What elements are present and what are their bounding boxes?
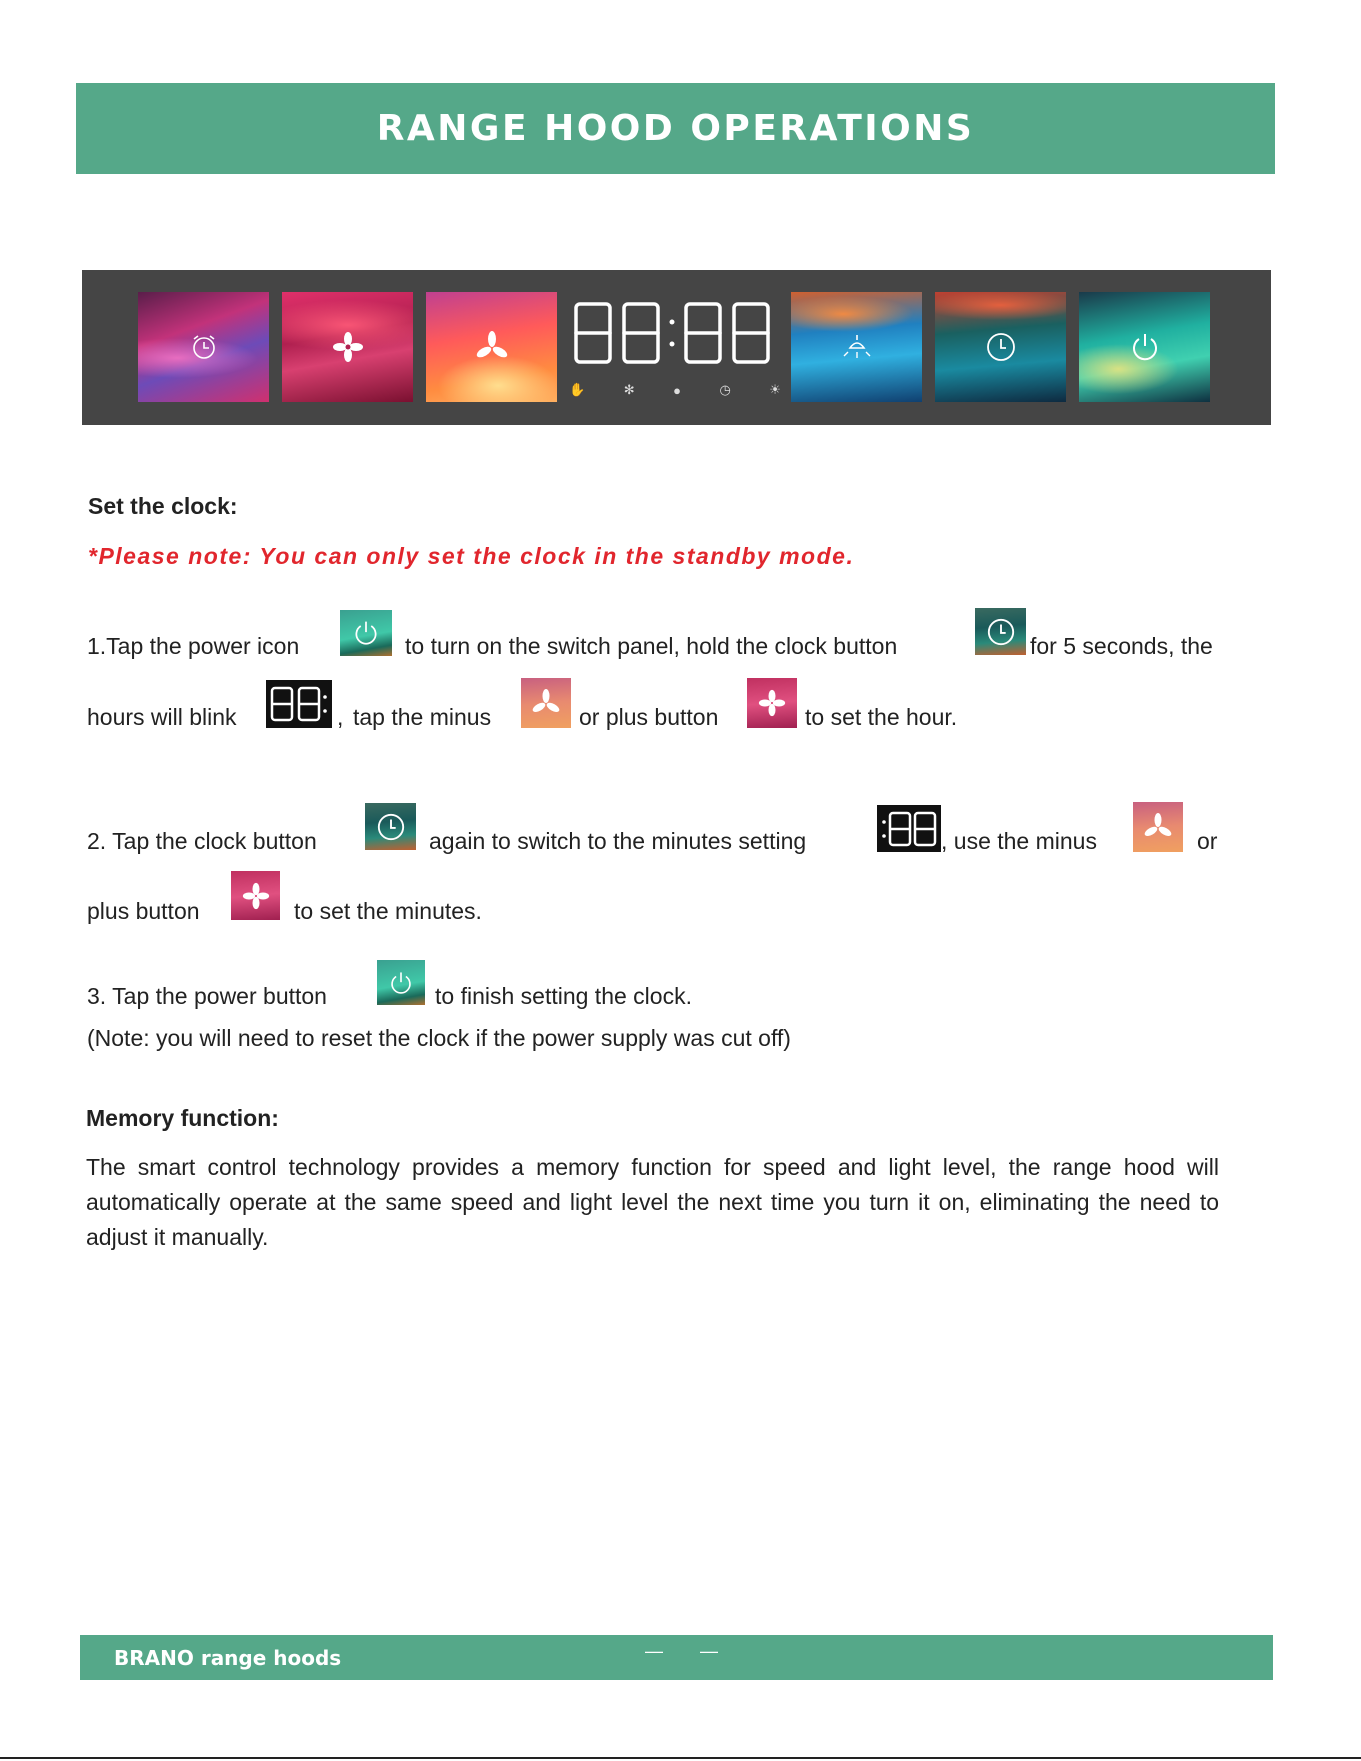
minute-display-icon bbox=[877, 805, 941, 852]
step1-text-d: hours will blink bbox=[87, 704, 237, 730]
footer-bar bbox=[80, 1635, 1273, 1680]
step1-text-a: 1.Tap the power icon bbox=[87, 633, 300, 659]
hand-icon: ✋ bbox=[569, 382, 586, 397]
alarm-clock-icon bbox=[189, 332, 219, 362]
step2-text-c: , use the minus bbox=[941, 828, 1097, 854]
step1-text-c: for 5 seconds, the bbox=[1030, 633, 1213, 659]
power-icon bbox=[377, 960, 425, 1005]
memory-body: The smart control technology provides a memory function for speed and light level, the range hood will automatically operate at the same speed and light level the next time you turn it on, eliminating the need to adjust it manually. bbox=[86, 1154, 1219, 1250]
power-icon bbox=[1129, 331, 1161, 363]
light-icon bbox=[840, 330, 874, 364]
alarm-tile bbox=[138, 292, 269, 402]
clock-icon bbox=[975, 608, 1026, 655]
hour-display-icon bbox=[266, 680, 332, 728]
clock-icon bbox=[365, 803, 416, 850]
step1-text-b: to turn on the switch panel, hold the clock button bbox=[405, 633, 898, 659]
fan-minus-icon bbox=[1133, 802, 1183, 852]
step3-text-a: 3. Tap the power button bbox=[87, 983, 327, 1009]
footer-brand: BRANO range hoods bbox=[114, 1646, 342, 1670]
footer-dash-right: — bbox=[700, 1641, 718, 1661]
step2-text-e: plus button bbox=[87, 898, 200, 924]
step1-text-h: to set the hour. bbox=[805, 704, 958, 730]
status-icons bbox=[569, 380, 781, 400]
header-bar bbox=[76, 83, 1275, 174]
plus-tile bbox=[282, 292, 413, 402]
standby-note: *Please note: You can only set the clock in the standby mode. bbox=[88, 543, 855, 569]
fan-minus-icon bbox=[521, 678, 571, 728]
power-icon bbox=[340, 610, 392, 656]
power-tile bbox=[1079, 292, 1210, 402]
power-cut-note: (Note: you will need to reset the clock if the power supply was cut off) bbox=[87, 1025, 791, 1051]
clock-tile bbox=[935, 292, 1066, 402]
page-title: RANGE HOOD OPERATIONS bbox=[376, 108, 975, 149]
memory-heading: Memory function: bbox=[86, 1105, 279, 1131]
minus-tile bbox=[426, 292, 557, 402]
display-digits: 88:88 bbox=[672, 366, 675, 367]
fan-icon: ✻ bbox=[623, 382, 635, 397]
fan-plus-icon bbox=[231, 871, 280, 920]
light-tile bbox=[791, 292, 922, 402]
step1-text-f: tap the minus bbox=[353, 704, 492, 730]
fan-plus-icon bbox=[332, 331, 364, 363]
step2-text-f: to set the minutes. bbox=[294, 898, 482, 924]
fan-minus-icon bbox=[476, 331, 508, 363]
step2-text-a: 2. Tap the clock button bbox=[87, 828, 317, 854]
footer-dash-left: — bbox=[645, 1641, 663, 1661]
step2-text-d: or bbox=[1197, 828, 1218, 854]
digit-display bbox=[572, 300, 772, 368]
control-panel-image bbox=[82, 270, 1271, 425]
light-icon: ☀ bbox=[769, 382, 781, 397]
bottom-rule bbox=[0, 1757, 1361, 1759]
step1-text-e: , bbox=[337, 704, 344, 730]
clock-heading: Set the clock: bbox=[88, 493, 238, 519]
microphone-icon: ● bbox=[673, 382, 681, 398]
step3-text-b: to finish setting the clock. bbox=[435, 983, 692, 1009]
step1-text-g: or plus button bbox=[579, 704, 719, 730]
clock-icon bbox=[985, 331, 1017, 363]
alarm-icon: ◷ bbox=[719, 382, 731, 397]
step2-text-b: again to switch to the minutes setting bbox=[429, 828, 807, 854]
fan-plus-icon bbox=[747, 678, 797, 728]
